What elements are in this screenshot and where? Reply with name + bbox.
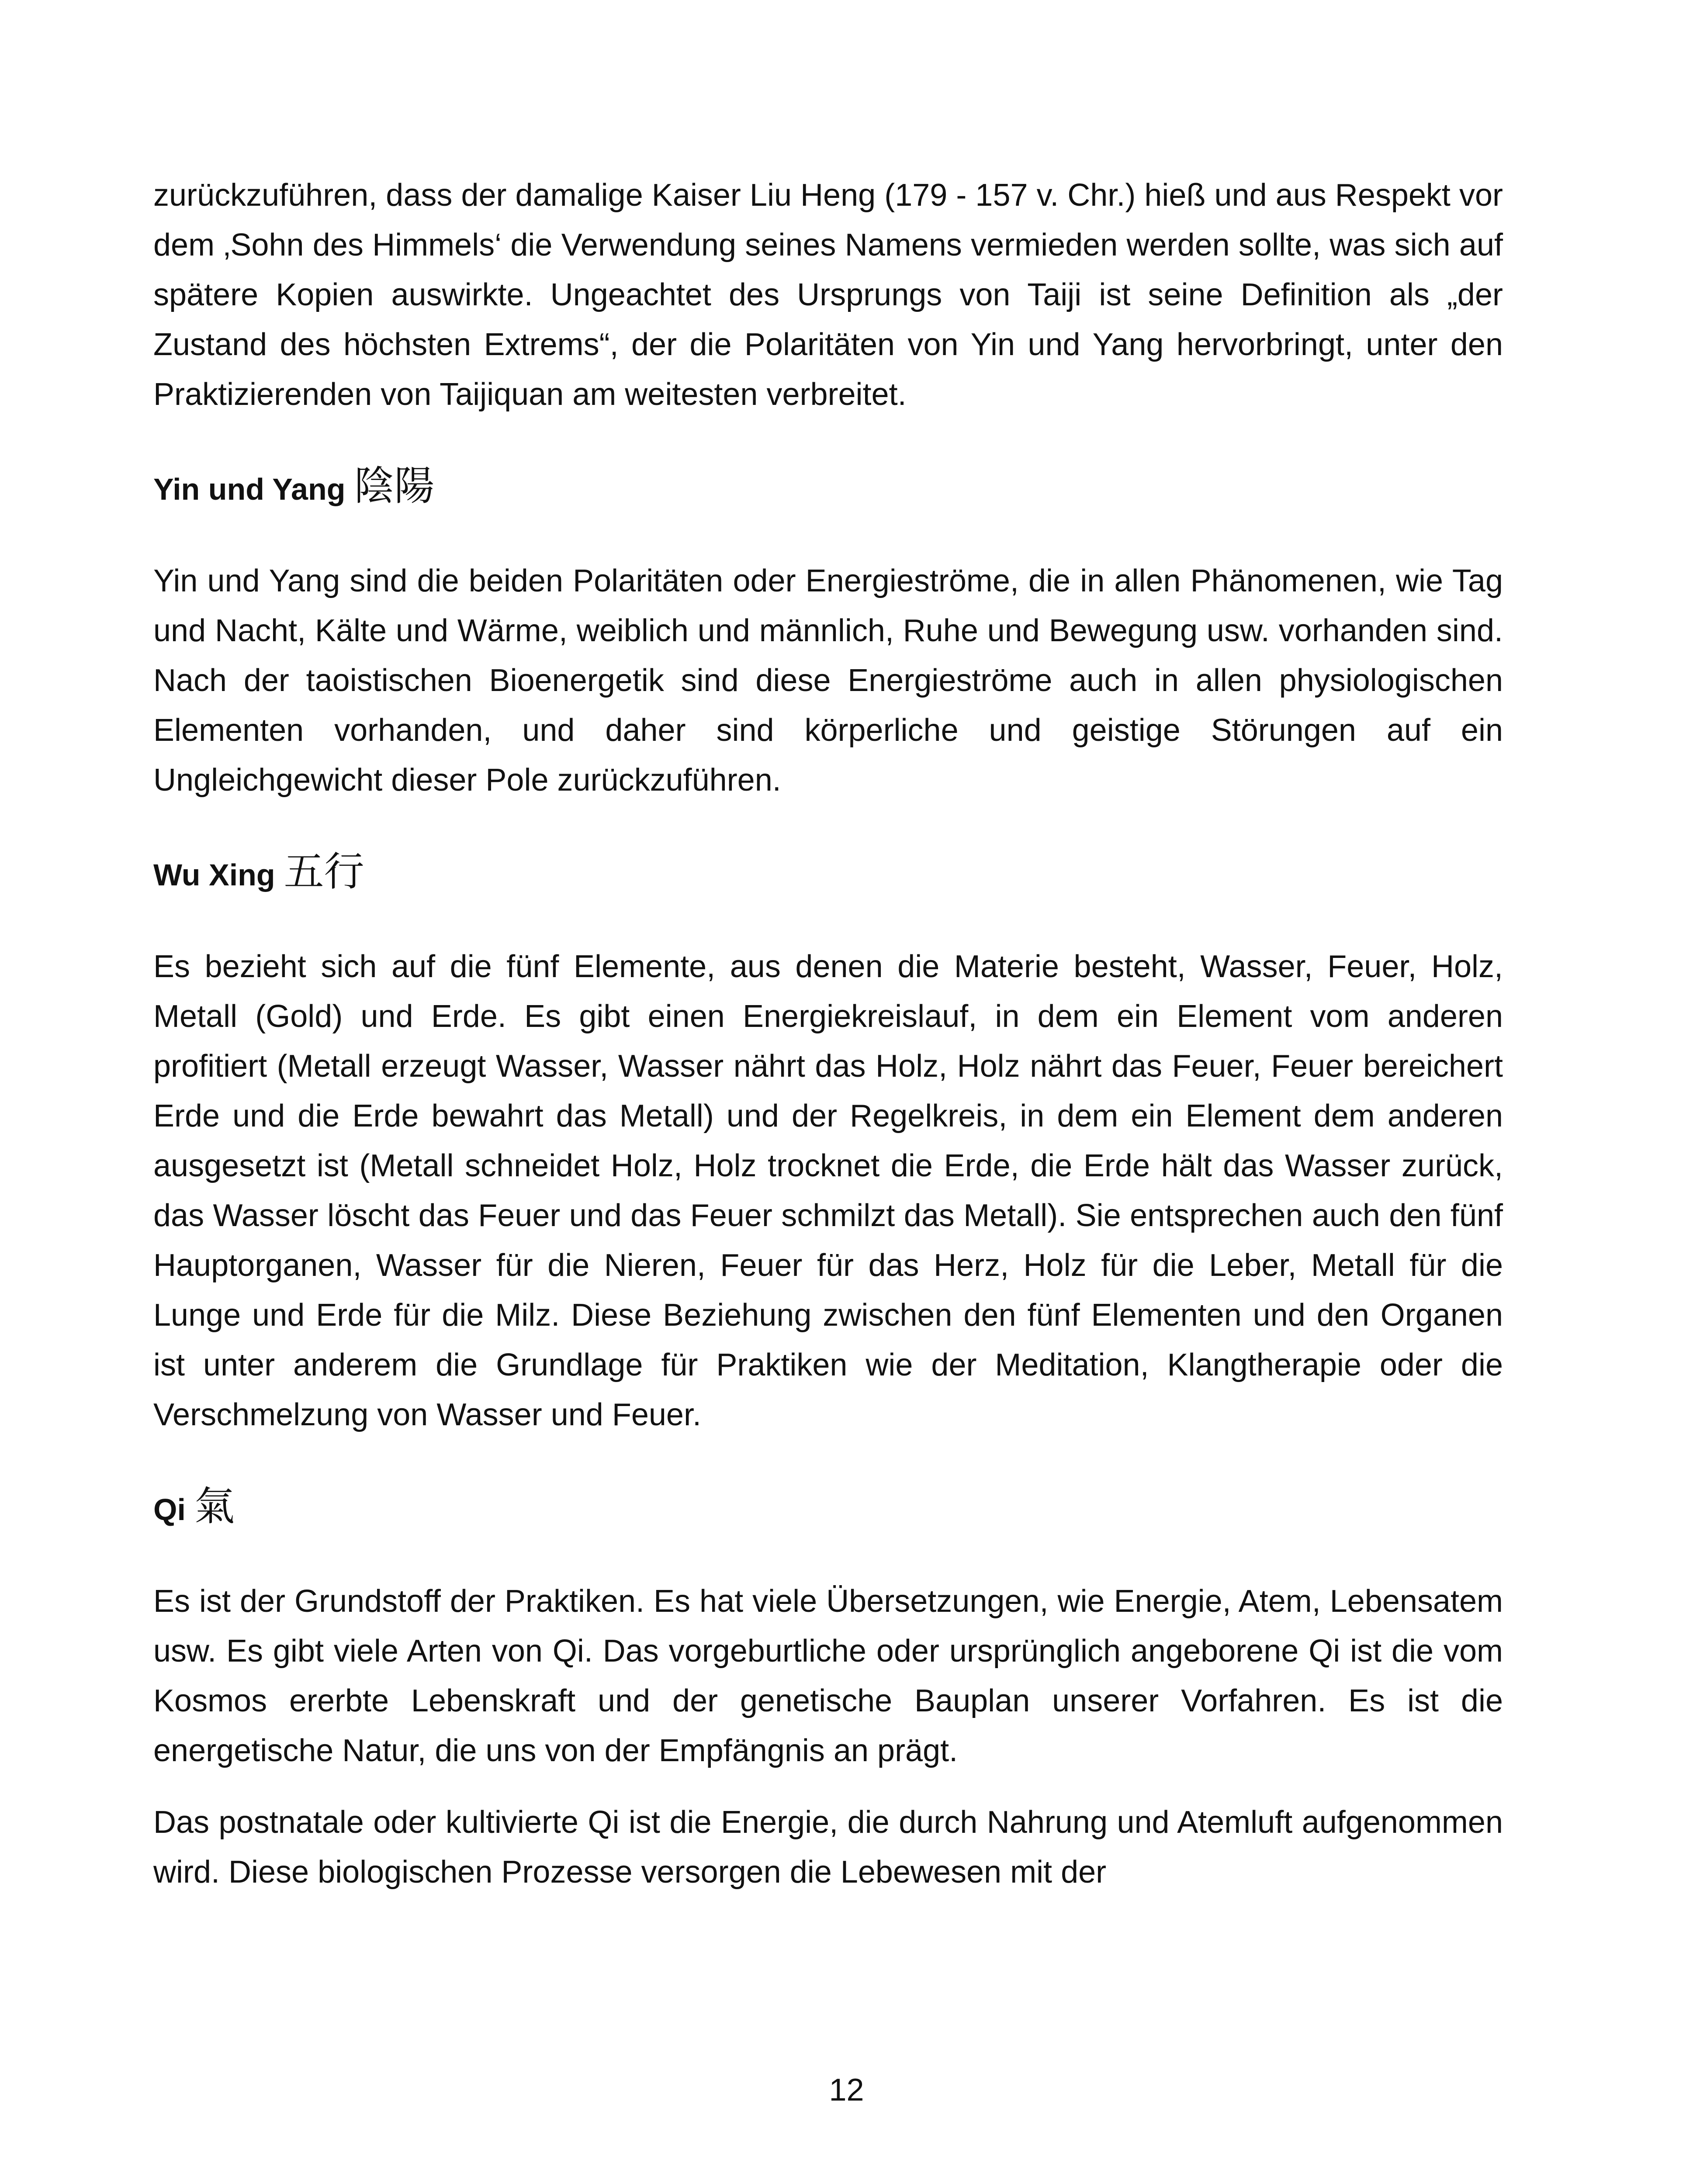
section-heading-yin-yang: [153, 461, 1503, 514]
section-title: Wu Xing: [153, 858, 275, 892]
section-heading-qi: [153, 1482, 1503, 1534]
section-hanzi: 五行: [284, 848, 364, 895]
section-title: Qi: [153, 1493, 186, 1527]
section-paragraph: Es ist der Grundstoff der Praktiken. Es hat viele Übersetzungen, wie Energie, Atem, Lebensatem usw. Es gibt viele Arten von Qi. Das vorgeburtliche oder ursprünglich angeborene Qi ist die vom Kosmos ererbte Lebenskraft und der genetische Bauplan unserer Vorfahren. Es ist die energetische Natur, die uns von der Empfängnis an prägt.: [153, 1584, 1503, 1768]
section-hanzi: 氣: [194, 1483, 235, 1530]
section-paragraph: Es bezieht sich auf die fünf Elemente, aus denen die Materie besteht, Wasser, Feuer, Holz, Metall (Gold) und Erde. Es gibt einen Energiekreislauf, in dem ein Element vom anderen profitiert (Metall erzeugt Wasser, Wasser nährt das Holz, Holz nährt das Feuer, Feuer bereichert Erde und die Erde bewahrt das Metall) und der Regelkreis, in dem ein Element dem anderen ausgesetzt ist (Metall schneidet Holz, Holz trocknet die Erde, die Erde hält das Wasser zurück, das Wasser löscht das Feuer und das Feuer schmilzt das Metall). Sie entsprechen auch den fünf Hauptorganen, Wasser für die Nieren, Feuer für das Herz, Holz für die Leber, Metall für die Lunge und Erde für die Milz. Diese Beziehung zwischen den fünf Elementen und den Organen ist unter anderem die Grundlage für Praktiken wie der Meditation, Klangtherapie oder die Verschmelzung von Wasser und Feuer.: [153, 949, 1503, 1432]
section-hanzi: 陰陽: [354, 463, 435, 509]
section-title: Yin und Yang: [153, 472, 346, 506]
section-heading-wu-xing: [153, 847, 1503, 900]
page-number: 12: [829, 2073, 864, 2108]
section-paragraph: Das postnatale oder kultivierte Qi ist die Energie, die durch Nahrung und Atemluft aufgenommen wird. Diese biologischen Prozesse versorgen die Lebewesen mit der: [153, 1805, 1503, 1890]
intro-paragraph: zurückzuführen, dass der damalige Kaiser Liu Heng (179 - 157 v. Chr.) hieß und aus Respekt vor dem ‚Sohn des Himmels‘ die Verwendung seines Namens vermieden werden sollte, was sich auf spätere Kopien auswirkte. Ungeachtet des Ursprungs von Taiji ist seine Definition als „der Zustand des höchsten Extrems“, der die Polaritäten von Yin und Yang hervorbringt, unter den Praktizierenden von Taijiquan am weitesten verbreitet.: [153, 178, 1503, 412]
document-page: [153, 170, 1503, 1897]
section-paragraph: Yin und Yang sind die beiden Polaritäten oder Energieströme, die in allen Phänomenen, wie Tag und Nacht, Kälte und Wärme, weiblich und männlich, Ruhe und Bewegung usw. vorhanden sind. Nach der taoistischen Bioenergetik sind diese Energieströme auch in allen physiologischen Elementen vorhanden, und daher sind körperliche und geistige Störungen auf ein Ungleichgewicht dieser Pole zurückzuführen.: [153, 563, 1503, 798]
